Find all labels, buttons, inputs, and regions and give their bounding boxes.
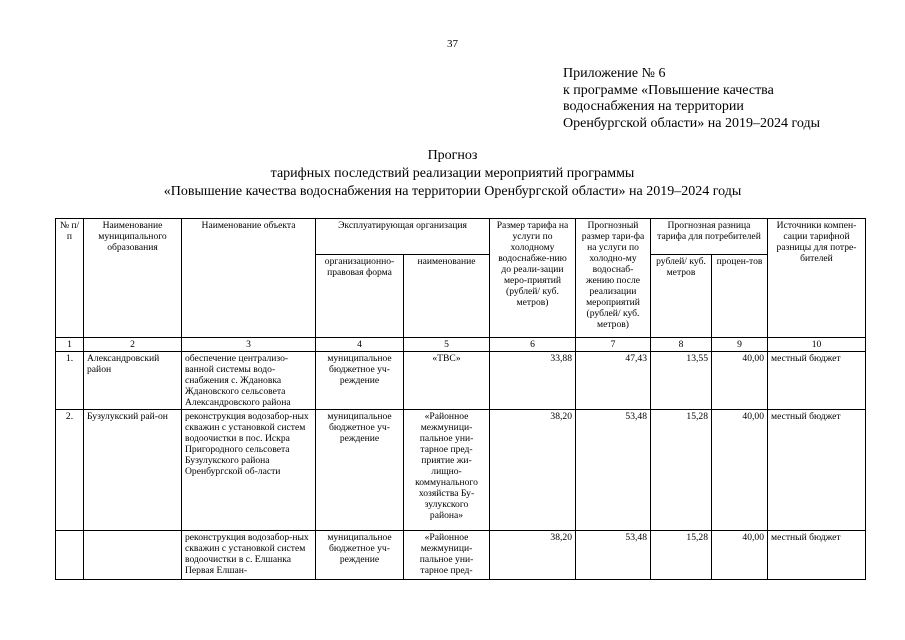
column-number: 7 <box>576 338 651 352</box>
column-number: 1 <box>56 338 84 352</box>
row-object: реконструкция водозабор-ных скважин с установкой систем водоочистки в с. Елшанка Первая Елшан- <box>182 531 316 580</box>
row-legal-form: муниципальное бюджетное уч-реждение <box>316 352 404 410</box>
row-municipality: Бузулукский рай-он <box>84 410 182 531</box>
column-number: 6 <box>490 338 576 352</box>
document-subtitle: тарифных последствий реализации мероприятий программы <box>270 166 635 181</box>
column-number: 8 <box>651 338 712 352</box>
row-diff-rub: 13,55 <box>651 352 712 410</box>
column-number: 10 <box>768 338 866 352</box>
document-subtitle: «Повышение качества водоснабжения на территории Оренбургской области» на 2019–2024 годы <box>163 184 742 199</box>
row-legal-form: муниципальное бюджетное уч-реждение <box>316 410 404 531</box>
row-object: реконструкция водозабор-ных скважин с установкой систем водоочистки в пос. Искра Пригородного сельсовета Бузулукского района Оренбургской об-ласти <box>182 410 316 531</box>
row-tariff-before: 33,88 <box>490 352 576 410</box>
row-num: 2. <box>56 410 84 531</box>
row-municipality: Александровский район <box>84 352 182 410</box>
row-diff-rub: 15,28 <box>651 410 712 531</box>
row-legal-form: муниципальное бюджетное уч-реждение <box>316 531 404 580</box>
table-row <box>56 352 866 410</box>
column-number: 5 <box>404 338 490 352</box>
row-object: обеспечение централизо-ванной системы водо-снабжения с. Ждановка Ждановского сельсовета Александровского района <box>182 352 316 410</box>
header-operator: Эксплуатирующая организация <box>316 219 490 255</box>
row-diff-rub: 15,28 <box>651 531 712 580</box>
header-legal-form: организационно-правовая форма <box>316 255 404 338</box>
row-source: местный бюджет <box>768 352 866 410</box>
row-org-name: «Районное межмуници-пальное уни-тарное пред- <box>404 531 490 580</box>
page-number: 37 <box>447 38 458 50</box>
appendix-line: к программе «Повышение качества <box>563 82 774 98</box>
row-tariff-before: 38,20 <box>490 531 576 580</box>
appendix-line: Оренбургской области» на 2019–2024 годы <box>563 115 820 131</box>
column-number: 9 <box>712 338 768 352</box>
header-pct: процен-тов <box>712 255 768 338</box>
row-tariff-after: 53,48 <box>576 410 651 531</box>
header-tariff-after: Прогнозный размер тари-фа на услуги по холодно-му водоснаб-жению после реализации мероприятий (рублей/ куб. метров) <box>576 219 651 338</box>
column-number: 4 <box>316 338 404 352</box>
header-municipality: Наименование муниципального образования <box>84 219 182 338</box>
header-sources: Источники компен-сации тарифной разницы для потре-бителей <box>768 219 866 338</box>
header-name: наименование <box>404 255 490 338</box>
row-source: местный бюджет <box>768 410 866 531</box>
appendix-line: Приложение № 6 <box>563 66 666 81</box>
row-num <box>56 531 84 580</box>
row-num: 1. <box>56 352 84 410</box>
row-tariff-after: 53,48 <box>576 531 651 580</box>
row-source: местный бюджет <box>768 531 866 580</box>
header-tariff-before: Размер тарифа на услуги по холодному водоснабже-нию до реали-зации меро-приятий (рублей/ куб. метров) <box>490 219 576 338</box>
table-row <box>56 531 866 580</box>
column-number: 2 <box>84 338 182 352</box>
appendix-line: водоснабжения на территории <box>563 99 744 114</box>
row-municipality <box>84 531 182 580</box>
row-tariff-before: 38,20 <box>490 410 576 531</box>
row-org-name: «ТВС» <box>404 352 490 410</box>
row-org-name: «Районное межмуници-пальное уни-тарное пред-приятие жи-лищно-коммунального хозяйства Бу-зулукского района» <box>404 410 490 531</box>
header-object: Наименование объекта <box>182 219 316 338</box>
header-difference: Прогнозная разница тарифа для потребителей <box>651 219 768 255</box>
table-row <box>56 410 866 531</box>
appendix-block <box>563 66 820 132</box>
document-title: Прогноз <box>427 148 478 163</box>
header-rub: рублей/ куб. метров <box>651 255 712 338</box>
tariff-table <box>55 218 866 580</box>
row-tariff-after: 47,43 <box>576 352 651 410</box>
row-diff-pct: 40,00 <box>712 531 768 580</box>
header-num: № п/п <box>56 219 84 338</box>
row-diff-pct: 40,00 <box>712 352 768 410</box>
column-number: 3 <box>182 338 316 352</box>
row-diff-pct: 40,00 <box>712 410 768 531</box>
